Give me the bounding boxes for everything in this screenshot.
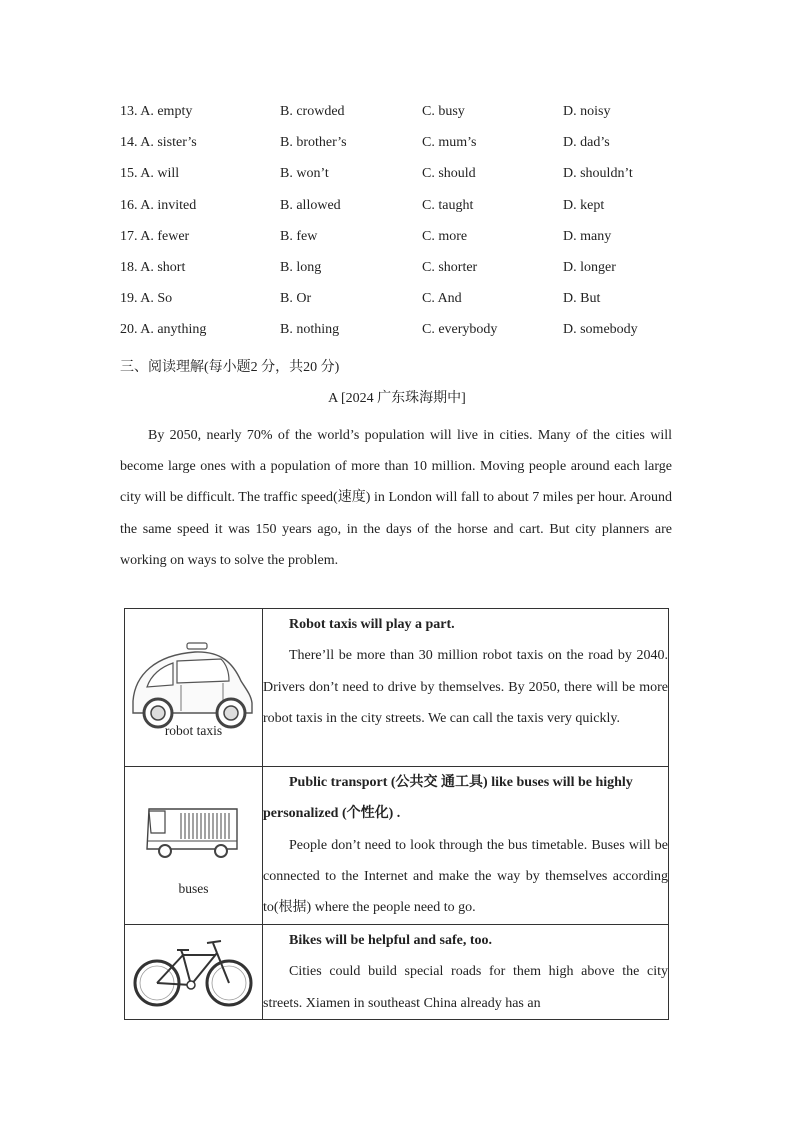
row-body: Cities could build special roads for them high above the city streets. Xiamen in southeast China already has an [263,964,668,1011]
option-d: D. shouldn’t [563,166,633,182]
option-a: 19. A. So [120,291,173,307]
option-c: C. And [422,291,462,307]
option-d: D. noisy [563,104,611,119]
option-row-18 [120,257,680,288]
table-image-cell [125,609,263,767]
option-row-13 [120,101,680,132]
option-row-20 [120,319,680,350]
bus-icon [125,797,262,867]
section-title: 三、阅读理解(每小题2 分，共20 分) [120,360,340,375]
option-c: C. taught [422,197,474,213]
option-d: D. longer [563,259,616,275]
option-row-14 [120,132,680,163]
option-b: B. won’t [280,166,329,182]
option-row-19 [120,288,680,319]
option-b: B. brother’s [280,135,347,151]
option-d: D. dad’s [563,135,610,151]
table-row [125,925,669,1020]
table-text-cell [263,767,669,925]
option-d: D. kept [563,197,605,213]
table-row [125,767,669,925]
table-image-cell [125,767,263,925]
option-row-17 [120,226,680,257]
option-c: C. shorter [422,259,478,275]
option-b: B. allowed [280,197,341,213]
row-body: There’ll be more than 30 million robot taxis on the road by 2040. Drivers don’t need to drive by themselves. By 2050, there will be more robot taxis in the city streets. We can call the taxis very quickly. [263,648,668,726]
passage-heading: A [2024 广东珠海期中] [328,391,466,406]
option-c: C. mum’s [422,135,477,151]
option-b: B. few [280,228,318,244]
table-image-cell [125,925,263,1020]
option-c: C. should [422,166,476,182]
option-d: D. many [563,228,612,244]
image-label: buses [178,881,209,896]
table-text-cell [263,609,669,767]
table-text-cell [263,925,669,1020]
option-d: D. somebody [563,322,638,338]
option-b: B. crowded [280,104,345,119]
option-b: B. long [280,259,322,275]
option-c: C. everybody [422,322,498,338]
option-a: 15. A. will [120,166,180,182]
option-a: 18. A. short [120,259,186,275]
option-a: 17. A. fewer [120,228,190,244]
option-row-16 [120,195,680,226]
bicycle-icon [125,933,262,1013]
row-title: Public transport (公共交 通工具) like buses will be highly personalized (个性化) . [263,775,633,822]
option-d: D. But [563,291,601,307]
option-b: B. nothing [280,322,340,338]
option-a: 14. A. sister’s [120,135,197,151]
option-a: 16. A. invited [120,197,197,213]
option-c: C. more [422,228,468,244]
passage-text: By 2050, nearly 70% of the world’s population will live in cities. Many of the cities will become large ones with a population of more than 10 million. Moving people around each large city will be difficult. The traffic speed(速度) in London will fall to about 7 miles per hour. Around the same speed it was 150 years ago, in the days of the horse and cart. But city planners are working on ways to solve the problem. [120,428,672,568]
row-title: Bikes will be helpful and safe, too. [289,933,493,948]
row-body: People don’t need to look through the bus timetable. Buses will be connected to the Internet and make the way by themselves according to(根据) where the people need to go. [263,837,668,915]
option-c: C. busy [422,104,465,119]
row-title: Robot taxis will play a part. [289,617,455,632]
answer-options [120,101,680,351]
table-row [125,609,669,767]
option-a: 20. A. anything [120,322,207,338]
option-b: B. Or [280,291,312,307]
transport-table [124,608,669,1020]
image-label: robot taxis [164,723,223,738]
option-a: 13. A. empty [120,104,193,119]
option-row-15 [120,163,680,194]
